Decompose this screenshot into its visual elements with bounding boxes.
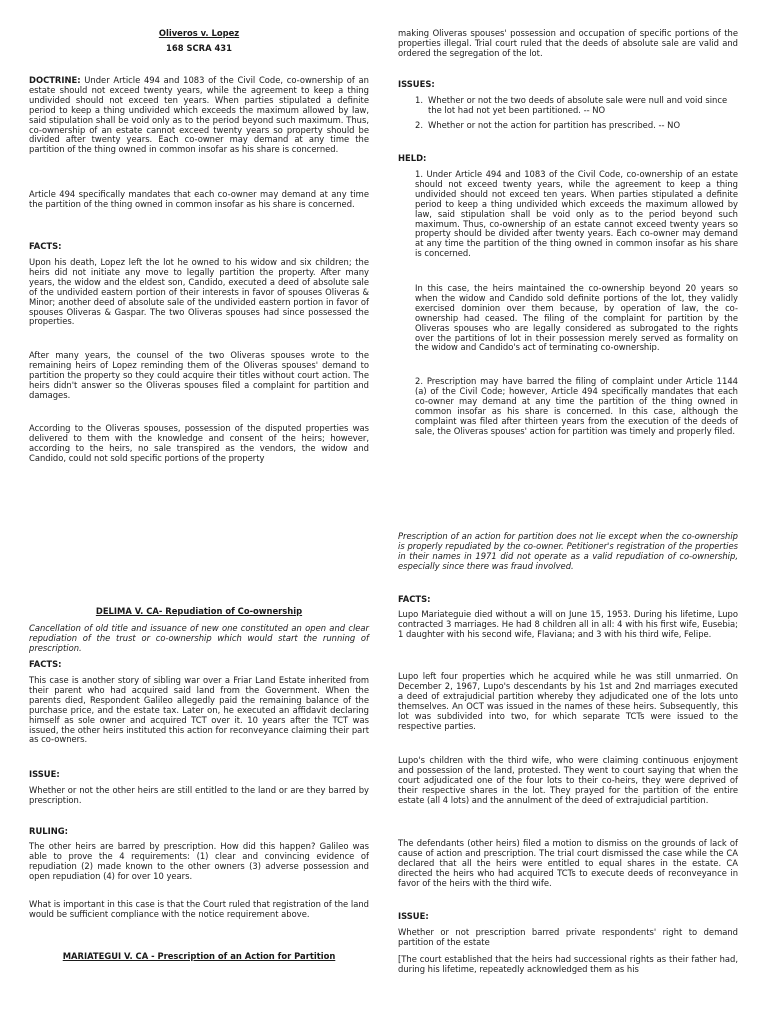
issue-heading-mariategui: ISSUE:	[398, 911, 429, 921]
doctrine-label: DOCTRINE:	[29, 75, 81, 85]
mariategui-intro: Prescription of an action for partition does not lie except when the co-ownership is properly repudiated by the co-owner. Petitioner's registration of the properties in their names in 1971 did not operate as a valid repudiation of co-ownership, especially since there was fraud involved.	[398, 531, 738, 571]
issue-text: Whether or not the two deeds of absolute sale were null and void since the lot had not yet been partitioned. -- NO	[428, 95, 728, 115]
facts-heading-delima: FACTS:	[29, 659, 62, 669]
facts-paragraph-delima: This case is another story of sibling war over a Friar Land Estate inherited from their parent who had acquired said land from the Government. When the parents died, Respondent Galileo allegedly paid the remaining balance of the purchase price, and the estate tax. Later on, he executed an affidavit declaring himself as sole owner and acquired TCT over it. 10 years after the TCT was issued, the other heirs instituted this action for reconveyance claiming their part as co-owners.	[29, 675, 369, 745]
case-title-mariategui: MARIATEGUI V. CA - Prescription of an Action for Partition	[62, 951, 336, 961]
facts-paragraph-mariategui-4: The defendants (other heirs) filed a motion to dismiss on the grounds of lack of cause of action and prescription. The trial court dismissed the case while the CA declared that all the heirs were entitled to equal shares in the estate. CA directed the heirs who had acquired TCTs to execute deeds of reconveyance in favor of the heirs with the third wife.	[398, 838, 738, 888]
facts-paragraph-oliveros-2: After many years, the counsel of the two Oliveras spouses wrote to the remaining heirs of Lopez reminding them of the Oliveras spouses' demand to partition the property so they could acquire their titles without court action. The heirs didn't answer so the Oliveras spouses filed a complaint for partition and damages.	[29, 350, 369, 400]
doctrine-text: Under Article 494 and 1083 of the Civil Code, co-ownership of an estate should not exceed twenty years, while the agreement to keep a thing undivided should not exceed ten years. When parties stipulated a definite period to keep a thing undivided which exceeds the maximum allowed by law, said stipulation shall be void only as to the period beyond such maximum. Thus, co-ownership of an estate cannot exceed twenty years so property should be divided after twenty years. Each co-owner may demand at any time the partition of the thing owned in common insofar as his share is concerned.	[29, 75, 369, 155]
case-title-oliveros: Oliveros v. Lopez	[158, 28, 240, 38]
facts-paragraph-mariategui-1: Lupo Mariateguie died without a will on June 15, 1953. During his lifetime, Lupo contracted 3 marriages. He had 8 children all in all: 4 with his first wife, Eusebia; 1 daughter with his second wife, Flaviana; and 3 with his third wife, Felipe.	[398, 609, 738, 639]
issue-text: Whether or not the action for partition has prescribed. -- NO	[428, 119, 681, 130]
issue-heading-delima: ISSUE:	[29, 769, 60, 779]
case-citation: 168 SCRA 431	[166, 43, 232, 53]
court-paragraph-mariategui: [The court established that the heirs had successional rights as their father had, during his lifetime, repeatedly acknowledged them as his	[398, 954, 738, 974]
doctrine-paragraph	[29, 76, 369, 155]
issue-paragraph-delima: Whether or not the other heirs are still entitled to the land or are they barred by prescription.	[29, 785, 369, 805]
facts-continued-oliveros: making Oliveras spouses' possession and occupation of specific portions of the properties illegal. Trial court ruled that the deeds of absolute sale are valid and ordered the segregation of the lot.	[398, 28, 738, 58]
issues-heading-oliveros: ISSUES:	[398, 79, 435, 89]
facts-heading-oliveros: FACTS:	[29, 241, 62, 251]
ruling-heading-delima: RULING:	[29, 826, 68, 836]
issue-paragraph-mariategui: Whether or not prescription barred private respondents' right to demand partition of the estate	[398, 927, 738, 947]
facts-paragraph-mariategui-3: Lupo's children with the third wife, who were claiming continuous enjoyment and possession of the land, protested. They went to court saying that when the court adjudicated one of the four lots to their co-heirs, they were deprived of their respective shares in the lot. They prayed for the partition of the entire estate (all 4 lots) and the annulment of the deed of extrajudicial partition.	[398, 755, 738, 805]
held-heading-oliveros: HELD:	[398, 153, 427, 163]
article-494-paragraph: Article 494 specifically mandates that each co-owner may demand at any time the partition of the thing owned in common insofar as his share is concerned.	[29, 189, 369, 209]
issue-item-2	[398, 121, 738, 131]
delima-intro: Cancellation of old title and issuance of new one constituted an open and clear repudiation of the trust or co-ownership which would start the running of prescription.	[29, 623, 369, 653]
held-paragraph-2: In this case, the heirs maintained the co-ownership beyond 20 years so when the widow and Candido sold definite portions of the lot, they validly exercised dominion over them because, by operation of law, the co-ownership had ceased. The filing of the complaint for partition by the Oliveras spouses who are legally considered as subrogated to the rights over the partitions of lot in their possession merely served as formality on the widow and Candido's act of terminating co-ownership.	[415, 283, 738, 353]
held-paragraph-1: 1. Under Article 494 and 1083 of the Civil Code, co-ownership of an estate should not exceed twenty years, while the agreement to keep a thing undivided should not exceed ten years. When parties stipulated a definite period to keep a thing undivided which exceeds the maximum allowed by law, said stipulation shall be void only as to the period beyond such maximum. Thus, co-ownership of an estate cannot exceed twenty years so property should be divided after twenty years. Each co-owner may demand at any time the partition of the thing owned in common insofar as his share is concerned.	[415, 169, 738, 259]
held-paragraph-3: 2. Prescription may have barred the filing of complaint under Article 1144 (a) of the Civil Code; however, Article 494 specifically mandates that each co-owner may demand at any time the partition of the thing owned in common insofar as his share is concerned. In this case, although the complaint was filed after thirteen years from the execution of the deeds of sale, the Oliveras spouses' action for partition was timely and properly filed.	[415, 376, 738, 436]
facts-paragraph-oliveros-3: According to the Oliveras spouses, possession of the disputed properties was delivered to them with the knowledge and consent of the heirs; however, according to the heirs, no sale transpired as the vendors, the widow and Candido, could not sold specific portions of the property	[29, 423, 369, 463]
important-paragraph-delima: What is important in this case is that the Court ruled that registration of the land would be sufficient compliance with the notice requirement above.	[29, 899, 369, 919]
facts-heading-mariategui: FACTS:	[398, 594, 431, 604]
issue-number: 1.	[415, 95, 423, 105]
case-title-delima: DELIMA V. CA- Repudiation of Co-ownership	[95, 606, 303, 616]
issue-item-1	[398, 96, 738, 116]
ruling-paragraph-delima: The other heirs are barred by prescription. How did this happen? Galileo was able to prove the 4 requirements: (1) clear and convincing evidence of repudiation (2) made known to the other owners (3) adverse possession and open repudiation (4) for over 10 years.	[29, 841, 369, 881]
issues-list-oliveros	[398, 96, 738, 131]
issue-number: 2.	[415, 119, 423, 130]
facts-paragraph-oliveros-1: Upon his death, Lopez left the lot he owned to his widow and six children; the heirs did not initiate any move to legally partition the property. After many years, the widow and the eldest son, Candido, executed a deed of absolute sale of the undivided eastern portion of their interests in favor of spouses Oliveras & Minor; another deed of absolute sale of the undivided eastern portion in favor of spouses Oliveras & Gaspar. The two Oliveras spouses had since possessed the properties.	[29, 257, 369, 327]
facts-paragraph-mariategui-2: Lupo left four properties which he acquired while he was still unmarried. On December 2, 1967, Lupo's descendants by his 1st and 2nd marriages executed a deed of extrajudicial partition whereby they adjudicated one of the lots unto themselves. An OCT was issued in the names of these heirs. Subsequently, this lot was subdivided into two, for which separate TCTs were issued to the respective parties.	[398, 671, 738, 731]
